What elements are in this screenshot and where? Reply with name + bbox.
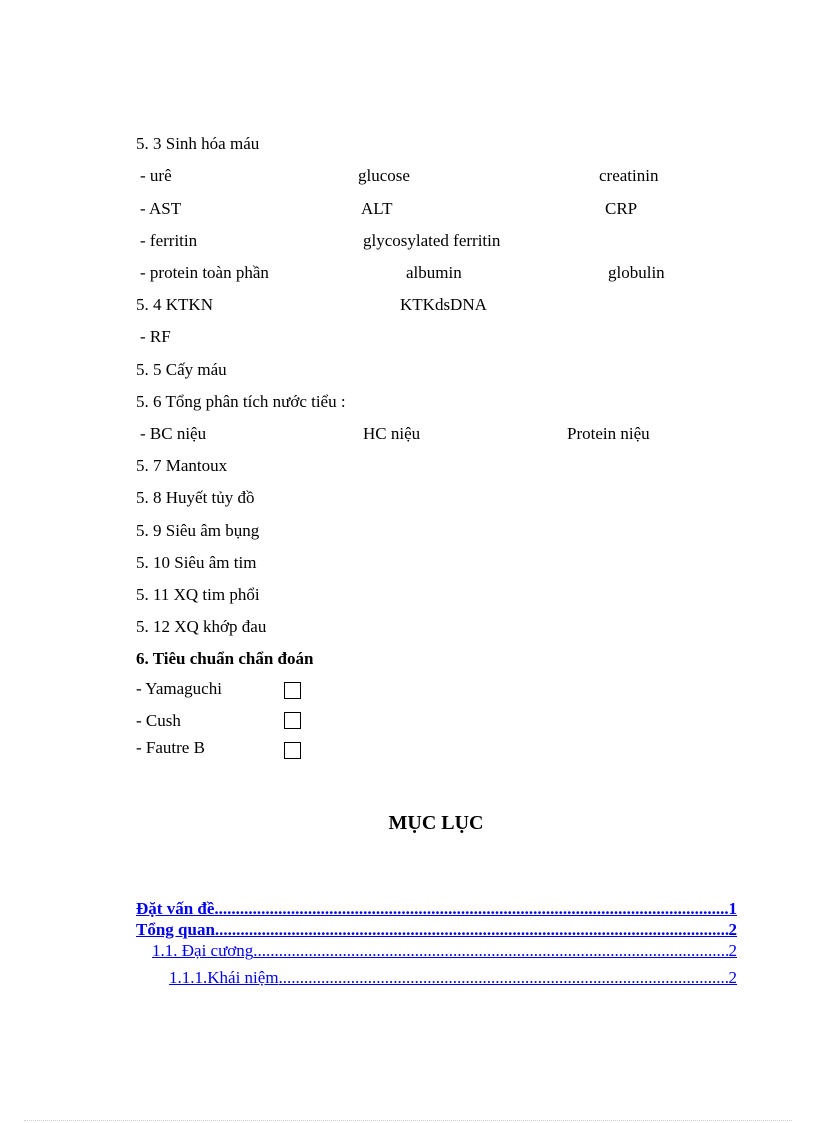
test-bc-nieu: - BC niệu	[140, 424, 207, 443]
toc-entry[interactable]	[169, 968, 737, 988]
toc-entry-page: 2	[728, 968, 737, 987]
toc-leader	[253, 941, 728, 961]
section-5-4-heading: 5. 4 KTKN	[136, 295, 213, 314]
page-footer-divider	[24, 1120, 792, 1121]
section-5-12-heading: 5. 12 XQ khớp đau	[136, 617, 267, 636]
test-ferritin: - ferritin	[140, 231, 198, 250]
section-5-8-heading: 5. 8 Huyết tủy đồ	[136, 488, 255, 507]
test-albumin: albumin	[406, 263, 462, 282]
criteria-fautre-checkbox[interactable]	[284, 742, 301, 759]
toc-entry[interactable]	[136, 920, 737, 940]
section-5-10-heading: 5. 10 Siêu âm tim	[136, 553, 257, 572]
test-glucose: glucose	[358, 166, 410, 185]
toc-leader	[214, 899, 728, 919]
test-creatinin: creatinin	[599, 166, 659, 185]
test-alt: ALT	[361, 199, 393, 218]
section-5-11-heading: 5. 11 XQ tim phổi	[136, 585, 260, 604]
toc-entry-page: 2	[728, 941, 737, 960]
criteria-cush-checkbox[interactable]	[284, 712, 301, 729]
test-glycosylated-ferritin: glycosylated ferritin	[363, 231, 501, 250]
toc-entry[interactable]	[136, 899, 737, 919]
toc-entry-text: Đặt vấn đề	[136, 899, 215, 918]
toc-leader	[279, 968, 729, 988]
test-rf: - RF	[140, 327, 171, 346]
toc-entry[interactable]	[152, 941, 737, 961]
test-ktkdsdna: KTKdsDNA	[400, 295, 487, 314]
criteria-yamaguchi-label: - Yamaguchi	[136, 679, 222, 698]
criteria-heading: 6. Tiêu chuẩn chẩn đoán	[136, 649, 314, 668]
section-5-6-heading: 5. 6 Tổng phân tích nước tiểu :	[136, 392, 346, 411]
test-ast: - AST	[140, 199, 182, 218]
criteria-fautre-label: - Fautre B	[136, 738, 205, 757]
test-total-protein: - protein toàn phần	[140, 263, 269, 282]
test-urea: - urê	[140, 166, 172, 185]
toc-entry-text: 1.1.1.Khái niệm	[169, 968, 279, 987]
toc-entry-page: 1	[728, 899, 737, 918]
test-globulin: globulin	[608, 263, 665, 282]
test-crp: CRP	[605, 199, 638, 218]
toc-entry-text: Tổng quan	[136, 920, 215, 939]
criteria-cush-label: - Cush	[136, 711, 181, 730]
section-5-9-heading: 5. 9 Siêu âm bụng	[136, 521, 260, 540]
toc-leader	[215, 920, 729, 940]
section-5-3-heading: 5. 3 Sinh hóa máu	[136, 134, 260, 153]
section-5-5-heading: 5. 5 Cấy máu	[136, 360, 227, 379]
criteria-yamaguchi-checkbox[interactable]	[284, 682, 301, 699]
test-protein-nieu: Protein niệu	[567, 424, 650, 443]
section-5-7-heading: 5. 7 Mantoux	[136, 456, 228, 475]
toc-entry-text: 1.1. Đại cương	[152, 941, 254, 960]
toc-title: MỤC LỤC	[388, 812, 484, 834]
toc-entry-page: 2	[728, 920, 737, 939]
test-hc-nieu: HC niệu	[363, 424, 421, 443]
